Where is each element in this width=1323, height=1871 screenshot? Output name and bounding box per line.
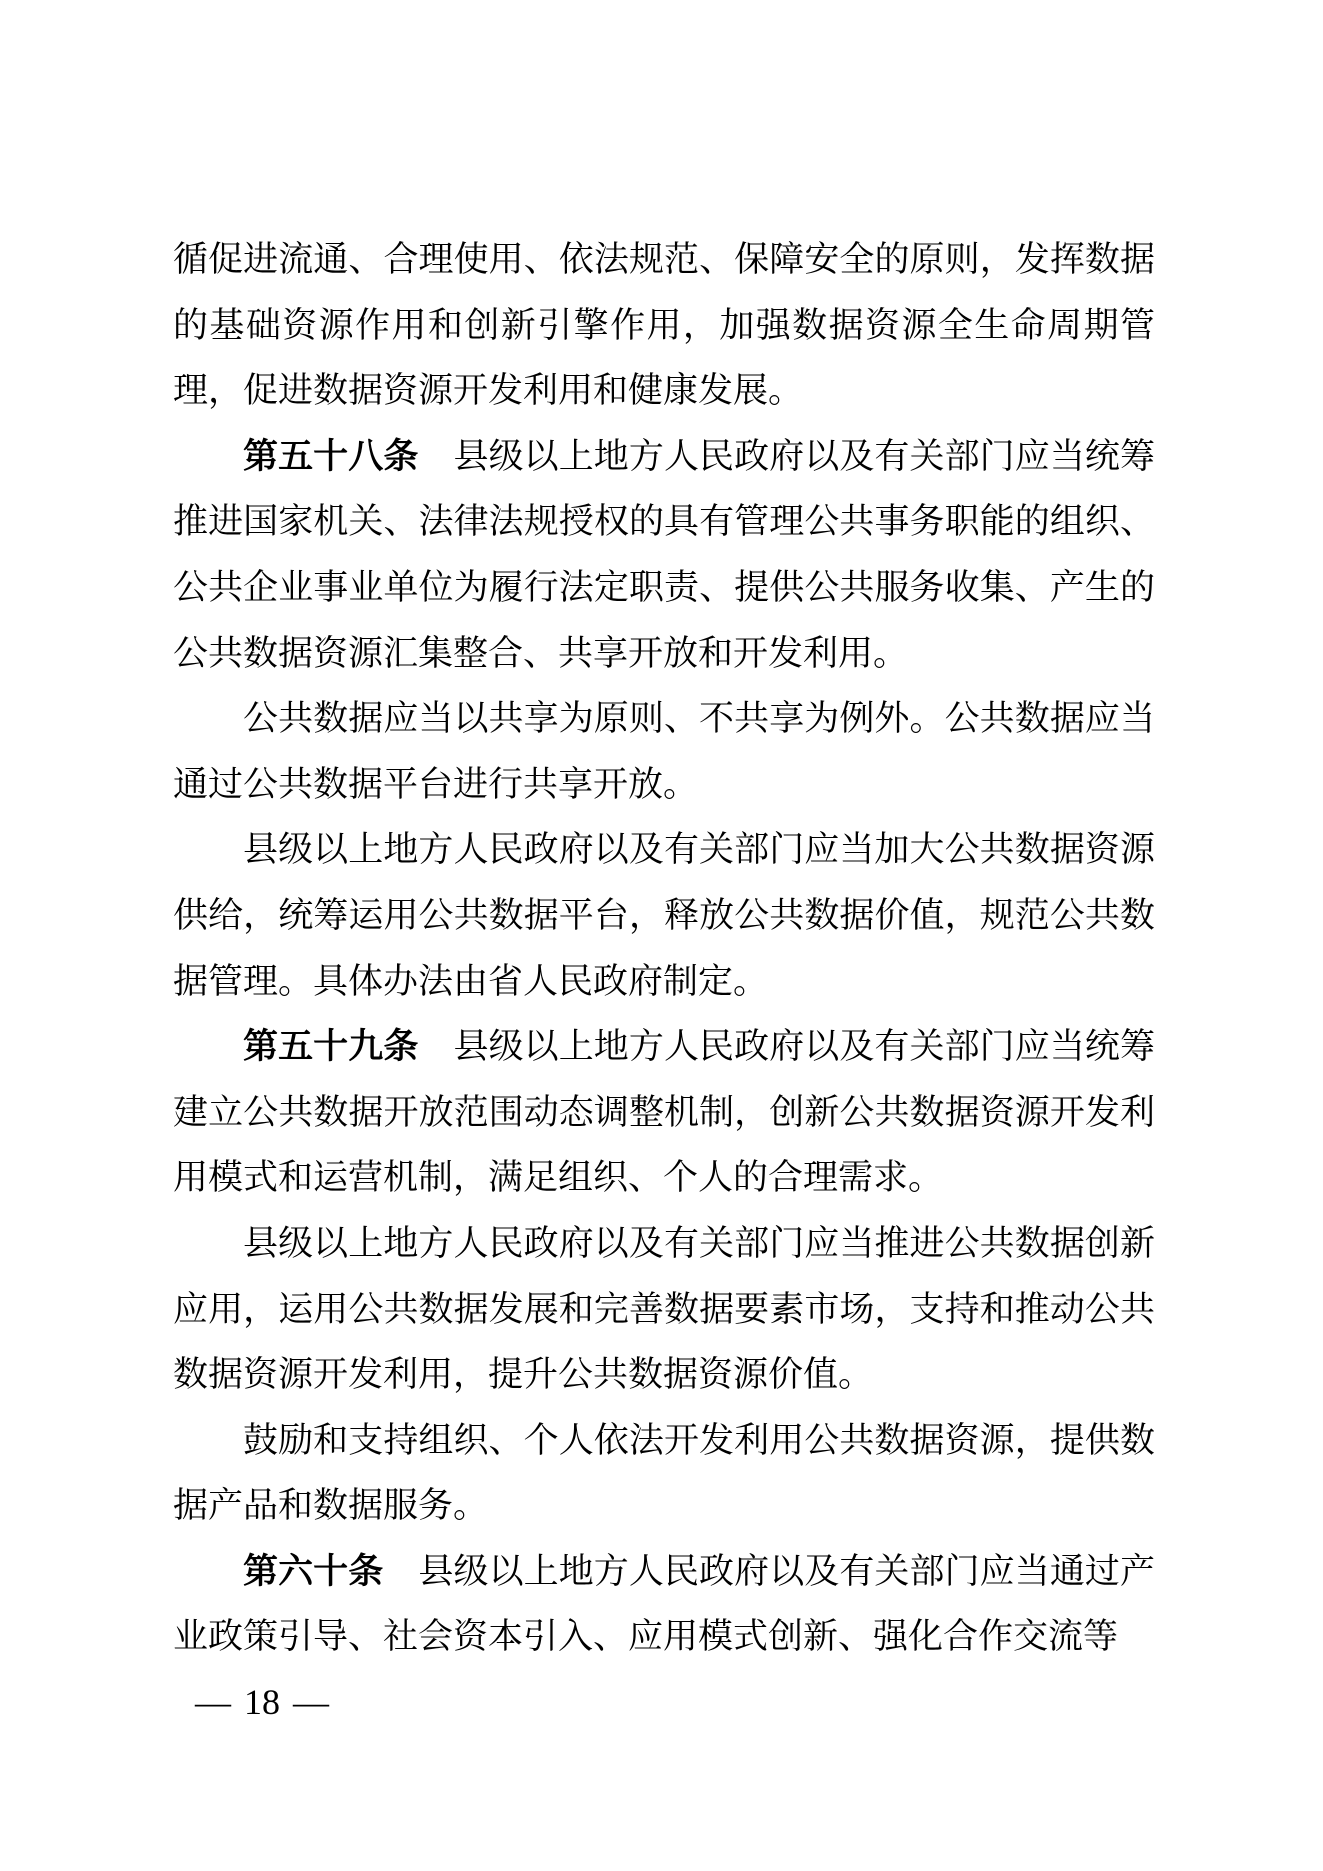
paragraph <box>173 1539 1155 1670</box>
article-number: 第五十九条 <box>243 1027 419 1067</box>
page-number <box>195 1682 329 1722</box>
article-number: 第五十八条 <box>243 436 419 476</box>
paragraph-text: 鼓励和支持组织、个人依法开发利用公共数据资源，提供数据产品和数据服务。 <box>173 1420 1155 1526</box>
article-number: 第六十条 <box>243 1551 384 1591</box>
paragraph <box>173 686 1155 817</box>
paragraph-text: 循促进流通、合理使用、依法规范、保障安全的原则，发挥数据的基础资源作用和创新引擎作用，加强数据资源全生命周期管理，促进数据资源开发利用和健康发展。 <box>173 240 1155 411</box>
paragraph <box>173 817 1155 1014</box>
paragraph-text: 公共数据应当以共享为原则、不共享为例外。公共数据应当通过公共数据平台进行共享开放。 <box>173 699 1155 804</box>
paragraph <box>173 1014 1155 1211</box>
paragraph-text: 县级以上地方人民政府以及有关部门应当加大公共数据资源供给，统筹运用公共数据平台，释放公共数据价值，规范公共数据管理。具体办法由省人民政府制定。 <box>173 830 1155 1001</box>
paragraph <box>173 1211 1155 1408</box>
paragraph-text: 县级以上地方人民政府以及有关部门应当通过产业政策引导、社会资本引入、应用模式创新、强化合作交流等 <box>173 1551 1155 1657</box>
paragraph <box>173 1408 1155 1539</box>
page-number-dash-right: — <box>293 1682 329 1722</box>
paragraph <box>173 227 1155 424</box>
paragraph-text: 县级以上地方人民政府以及有关部门应当统筹推进国家机关、法律法规授权的具有管理公共事务职能的组织、公共企业事业单位为履行法定职责、提供公共服务收集、产生的公共数据资源汇集整合、共享开放和开发利用。 <box>173 436 1155 673</box>
page-number-dash-left: — <box>195 1682 231 1722</box>
paragraph-text: 县级以上地方人民政府以及有关部门应当统筹建立公共数据开放范围动态调整机制，创新公共数据资源开发利用模式和运营机制，满足组织、个人的合理需求。 <box>173 1027 1155 1198</box>
document-body <box>173 227 1155 1670</box>
page-number-value: 18 <box>244 1682 280 1722</box>
paragraph <box>173 424 1155 686</box>
paragraph-text: 县级以上地方人民政府以及有关部门应当推进公共数据创新应用，运用公共数据发展和完善数据要素市场，支持和推动公共数据资源开发利用，提升公共数据资源价值。 <box>173 1223 1155 1395</box>
